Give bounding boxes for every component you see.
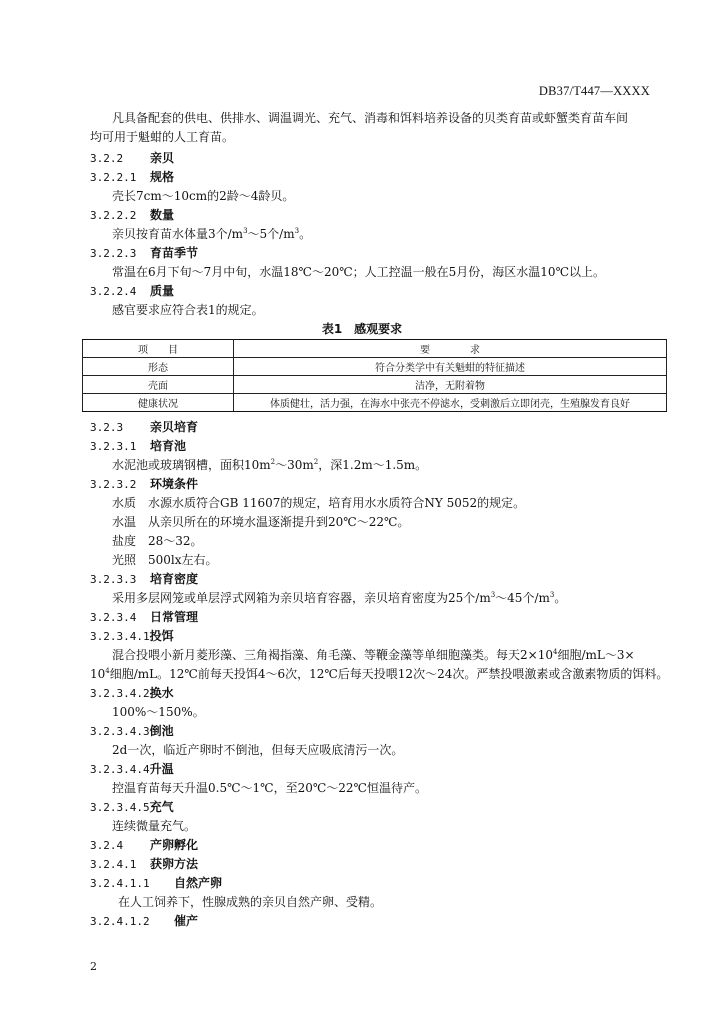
water-change-text: 100%～150%。 xyxy=(112,705,205,719)
row-requirement: 体质健壮，活力强，在海水中张壳不停滤水，受刺激后立即闭壳，生殖腺发育良好 xyxy=(234,394,667,412)
heading-3-2-3-4-1 xyxy=(90,628,174,645)
document-code: DB37/T447—XXXX xyxy=(538,84,650,98)
superscript: 3 xyxy=(549,591,555,599)
superscript: 4 xyxy=(105,667,110,675)
heading-3-2-2 xyxy=(90,150,174,167)
row-requirement: 洁净，无附着物 xyxy=(234,376,667,394)
text-part: 混合投喂小新月菱形藻、三角褐指藻、角毛藻、等鞭金藻等单细胞藻类。每天2×10 xyxy=(112,648,553,662)
heading-title: 育苗季节 xyxy=(150,246,199,260)
heading-number: 3.2.3.4.1 xyxy=(90,630,150,643)
heading-number: 3.2.2.4 xyxy=(90,285,137,298)
text-part: 水泥池或玻璃钢槽，面积10m xyxy=(112,458,271,472)
heading-3-2-3-4-4 xyxy=(90,761,174,778)
quantity-text xyxy=(112,226,311,242)
season-text: 常温在6月下旬～7月中旬，水温18℃～20℃；人工控温一般在5月份，海区水温10℃以上。 xyxy=(112,265,605,279)
heading-3-2-4-1 xyxy=(90,856,198,873)
heading-number: 3.2.4.1.2 xyxy=(90,915,150,928)
table-row xyxy=(83,358,667,376)
heading-title: 环境条件 xyxy=(150,477,199,491)
heading-number: 3.2.3.4.4 xyxy=(90,763,150,776)
superscript: 3 xyxy=(294,227,300,235)
text-part: 采用多层网笼或单层浮式网箱为亲贝培育容器，亲贝培育密度为25个/m xyxy=(112,591,491,605)
table-header-row xyxy=(83,340,667,358)
heading-title: 培育池 xyxy=(150,439,187,453)
heading-title: 培育密度 xyxy=(150,572,199,586)
heading-3-2-3-3 xyxy=(90,571,198,588)
heading-3-2-3-4-2 xyxy=(90,685,174,702)
heading-3-2-3-2 xyxy=(90,476,198,493)
superscript: 2 xyxy=(313,458,319,466)
intro-paragraph-line-2: 均可用于魁蚶的人工育苗。 xyxy=(90,130,235,144)
heading-number: 3.2.3.4.3 xyxy=(90,725,150,738)
density-text xyxy=(112,590,566,606)
superscript: 2 xyxy=(270,458,276,466)
heading-title: 数量 xyxy=(150,208,175,222)
natural-spawning-text: 在人工饲养下，性腺成熟的亲贝自然产卵、受精。 xyxy=(118,895,383,909)
water-temperature-text: 水温 从亲贝所在的环境水温逐渐提升到20℃～22℃。 xyxy=(112,515,410,529)
intro-paragraph-line-1: 凡具备配套的供电、供排水、调温调光、充气、消毒和饵料培养设备的贝类育苗或虾蟹类育苗车间 xyxy=(112,111,629,125)
heading-number: 3.2.3.3 xyxy=(90,573,137,586)
spec-text: 壳长7cm～10cm的2龄～4龄贝。 xyxy=(112,189,295,203)
heading-3-2-3-4-5 xyxy=(90,799,174,816)
row-item: 形态 xyxy=(83,358,234,376)
row-requirement: 符合分类学中有关魁蚶的特征描述 xyxy=(234,358,667,376)
heading-3-2-3 xyxy=(90,419,198,436)
text-part: 亲贝按育苗水体量3个/m xyxy=(112,227,244,241)
feeding-text-line-2 xyxy=(90,666,668,682)
heading-number: 3.2.3.4 xyxy=(90,611,137,624)
heading-number: 3.2.4.1 xyxy=(90,858,137,871)
pool-text xyxy=(112,457,427,473)
heading-title: 投饵 xyxy=(149,629,174,643)
heading-number: 3.2.2.3 xyxy=(90,247,137,260)
text-part: 。 xyxy=(554,591,567,605)
heading-title: 亲贝 xyxy=(150,151,175,165)
heading-number: 3.2.3 xyxy=(90,421,124,434)
row-item: 健康状况 xyxy=(83,394,234,412)
heading-3-2-2-4 xyxy=(90,283,174,300)
heading-3-2-3-4 xyxy=(90,609,198,626)
salinity-text: 盐度 28～32。 xyxy=(112,534,203,548)
heading-title: 质量 xyxy=(150,284,175,298)
sensory-requirements-table xyxy=(82,339,667,412)
heading-number: 3.2.4 xyxy=(90,839,124,852)
heading-3-2-3-4-3 xyxy=(90,723,174,740)
heading-3-2-4-1-1 xyxy=(90,875,222,892)
heading-3-2-4-1-2 xyxy=(90,913,198,930)
aeration-text: 连续微量充气。 xyxy=(112,819,197,833)
heading-title: 换水 xyxy=(149,686,174,700)
heading-title: 获卵方法 xyxy=(150,857,199,871)
heading-3-2-2-2 xyxy=(90,207,174,224)
pool-transfer-text: 2d一次，临近产卵时不倒池，但每天应吸底清污一次。 xyxy=(112,743,404,757)
text-part: 。 xyxy=(299,227,312,241)
table-row xyxy=(83,376,667,394)
text-part: 10 xyxy=(90,667,106,681)
quality-text: 感官要求应符合表1的规定。 xyxy=(112,303,264,317)
heading-number: 3.2.3.4.5 xyxy=(90,801,150,814)
superscript: 3 xyxy=(490,591,496,599)
feeding-text-line-1 xyxy=(112,647,635,663)
text-part: ～5个/m xyxy=(247,227,295,241)
text-part: ～30m xyxy=(275,458,314,472)
heading-3-2-3-1 xyxy=(90,438,186,455)
heading-title: 产卵孵化 xyxy=(150,838,199,852)
heading-title: 升温 xyxy=(149,762,174,776)
heading-title: 倒池 xyxy=(149,724,174,738)
heading-3-2-2-1 xyxy=(90,169,174,186)
heading-3-2-4 xyxy=(90,837,198,854)
heading-number: 3.2.2.2 xyxy=(90,209,137,222)
heading-number: 3.2.3.1 xyxy=(90,440,137,453)
heading-number: 3.2.3.4.2 xyxy=(90,687,150,700)
superscript: 4 xyxy=(552,648,558,656)
superscript: 3 xyxy=(243,227,248,235)
text-part: ，深1.2m～1.5m。 xyxy=(318,458,428,472)
heading-number: 3.2.3.2 xyxy=(90,478,137,491)
heading-title: 亲贝培育 xyxy=(150,420,199,434)
heading-number: 3.2.2.1 xyxy=(90,171,137,184)
heading-3-2-2-3 xyxy=(90,245,198,262)
heading-number: 3.2.4.1.1 xyxy=(90,877,150,890)
water-quality-text: 水质 水源水质符合GB 11607的规定，培育用水水质符合NY 5052的规定。 xyxy=(112,496,526,510)
heading-title: 自然产卵 xyxy=(174,876,223,890)
heading-number: 3.2.2 xyxy=(90,152,124,165)
light-text: 光照 500lx左右。 xyxy=(112,553,218,567)
text-part: 细胞/mL～3× xyxy=(557,648,635,662)
heading-title: 充气 xyxy=(149,800,174,814)
table-row xyxy=(83,394,667,412)
page-number: 2 xyxy=(90,960,97,973)
heating-text: 控温育苗每天升温0.5℃～1℃，至20℃～22℃恒温待产。 xyxy=(112,781,427,795)
column-header-item: 项 目 xyxy=(83,340,234,358)
table-caption: 表1 感观要求 xyxy=(321,322,403,336)
heading-title: 催产 xyxy=(174,914,199,928)
row-item: 壳面 xyxy=(83,376,234,394)
column-header-requirement: 要 求 xyxy=(234,340,667,358)
heading-title: 规格 xyxy=(150,170,175,184)
heading-title: 日常管理 xyxy=(150,610,199,624)
text-part: ～45个/m xyxy=(495,591,550,605)
text-part: 细胞/mL。12℃前每天投饵4～6次，12℃后每天投喂12次～24次。严禁投喂激素或含激素物质的饵料。 xyxy=(109,667,669,681)
